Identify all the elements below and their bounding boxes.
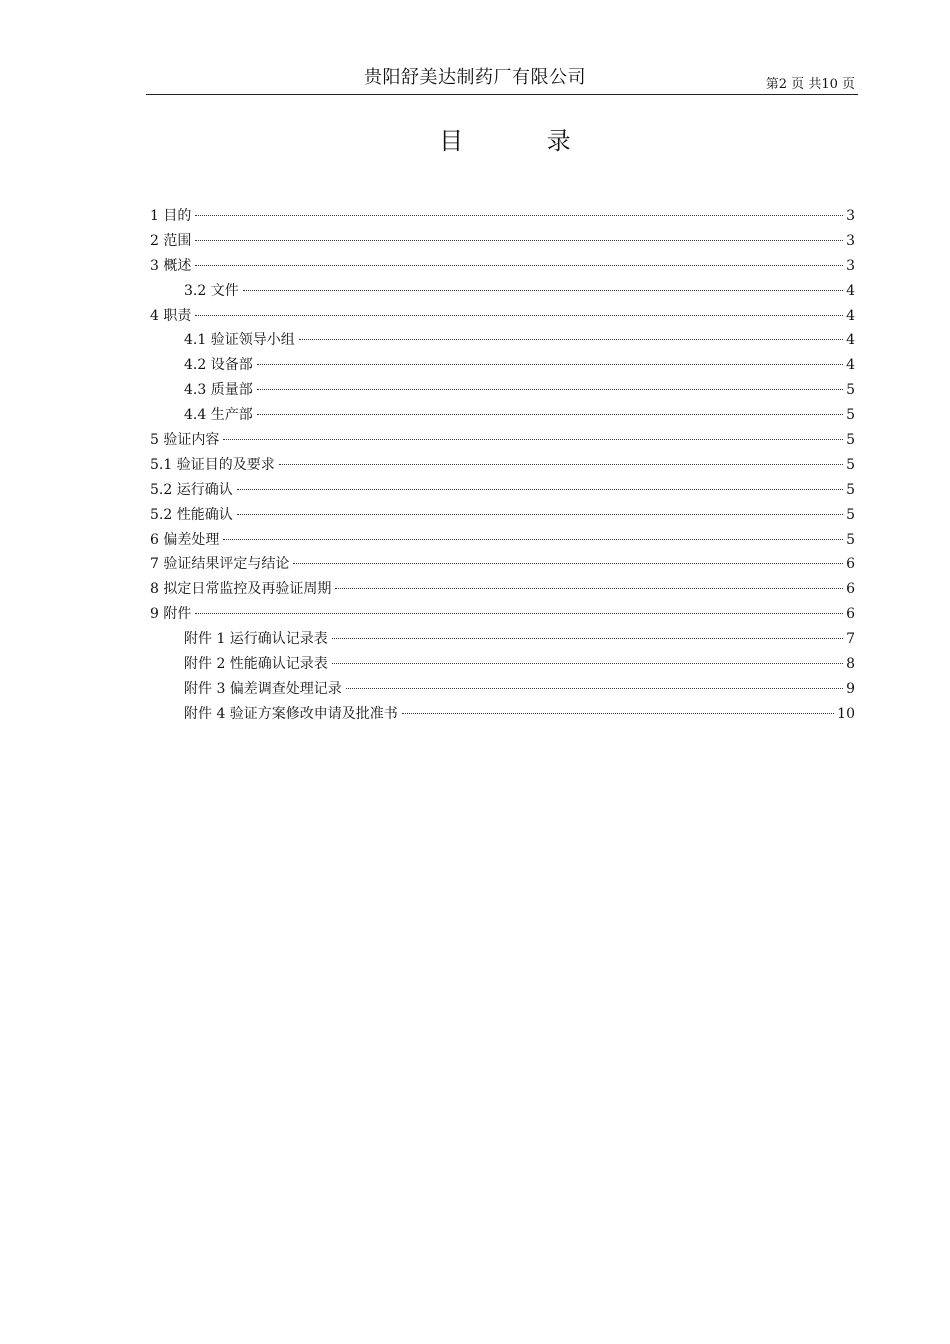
toc-entry-label: 3 概述 <box>150 257 192 274</box>
toc-entry[interactable] <box>150 677 855 702</box>
toc-entry[interactable] <box>150 403 855 428</box>
toc-entry-page-number: 4 <box>846 307 855 324</box>
toc-entry[interactable] <box>150 453 855 478</box>
toc-entry[interactable] <box>150 602 855 627</box>
toc-entry[interactable] <box>150 478 855 503</box>
toc-entry-label: 5.2 性能确认 <box>150 506 233 523</box>
toc-entry-label: 附件 3 偏差调查处理记录 <box>184 680 342 697</box>
toc-entry[interactable] <box>150 702 855 727</box>
toc-entry[interactable] <box>150 304 855 329</box>
toc-entry-label: 5 验证内容 <box>150 432 220 449</box>
toc-entry-label: 2 范围 <box>150 232 192 249</box>
toc-dot-leader <box>195 613 843 614</box>
toc-entry[interactable] <box>150 229 855 254</box>
toc-entry[interactable] <box>150 627 855 652</box>
toc-dot-leader <box>293 563 843 564</box>
toc-entry-label: 4.3 质量部 <box>184 382 253 399</box>
toc-entry-page-number: 10 <box>837 705 855 722</box>
toc-entry-page-number: 4 <box>846 332 855 349</box>
toc-entry-label: 5.1 验证目的及要求 <box>150 456 275 473</box>
toc-entry-page-number: 3 <box>846 257 855 274</box>
toc-dot-leader <box>402 713 834 714</box>
toc-entry-label: 1 目的 <box>150 208 192 224</box>
toc-entry[interactable] <box>150 577 855 602</box>
toc-entry-label: 9 附件 <box>150 606 192 623</box>
toc-entry[interactable] <box>150 378 855 403</box>
toc-dot-leader <box>335 588 843 589</box>
toc-entry-page-number: 6 <box>846 606 855 623</box>
toc-entry-label: 4.1 验证领导小组 <box>184 332 295 349</box>
toc-entry[interactable] <box>150 353 855 378</box>
toc-entry-page-number: 3 <box>846 232 855 249</box>
toc-dot-leader <box>223 539 843 540</box>
toc-entry[interactable] <box>150 254 855 279</box>
toc-entry-page-number: 4 <box>846 357 855 374</box>
toc-dot-leader <box>332 638 843 639</box>
toc-entry-page-number: 4 <box>846 282 855 299</box>
toc-dot-leader <box>195 240 843 241</box>
toc-entry-page-number: 5 <box>846 531 855 548</box>
toc-entry-label: 4.2 设备部 <box>184 357 253 374</box>
toc-entry-label: 8 拟定日常监控及再验证周期 <box>150 581 332 598</box>
toc-entry-label: 5.2 运行确认 <box>150 481 233 498</box>
toc-entry[interactable] <box>150 503 855 528</box>
toc-dot-leader <box>195 265 843 266</box>
toc-entry[interactable] <box>150 528 855 553</box>
toc-entry-page-number: 5 <box>846 506 855 523</box>
toc-dot-leader <box>195 215 843 216</box>
toc-entry-label: 7 验证结果评定与结论 <box>150 556 290 573</box>
toc-dot-leader <box>332 663 843 664</box>
toc-entry-label: 4 职责 <box>150 307 192 324</box>
toc-dot-leader <box>299 339 843 340</box>
toc-entry-page-number: 3 <box>846 208 855 224</box>
toc-dot-leader <box>243 290 843 291</box>
toc-dot-leader <box>257 414 843 415</box>
toc-entry-page-number: 9 <box>846 680 855 697</box>
toc-entry-label: 4.4 生产部 <box>184 407 253 424</box>
toc-entry[interactable] <box>150 652 855 677</box>
toc-entry[interactable] <box>150 552 855 577</box>
toc-entry[interactable] <box>150 204 855 229</box>
toc-title: 目 录 <box>439 127 609 155</box>
toc-dot-leader <box>346 688 843 689</box>
toc-dot-leader <box>257 364 843 365</box>
toc-entry-page-number: 5 <box>846 481 855 498</box>
toc-entry-page-number: 5 <box>846 382 855 399</box>
toc-entry-page-number: 5 <box>846 456 855 473</box>
toc-entry-label: 6 偏差处理 <box>150 531 220 548</box>
toc-entry-label: 3.2 文件 <box>184 282 239 299</box>
toc-dot-leader <box>279 464 843 465</box>
toc-entry-page-number: 7 <box>846 631 855 648</box>
toc-dot-leader <box>223 439 843 440</box>
toc-dot-leader <box>237 514 843 515</box>
toc-entry-page-number: 6 <box>846 556 855 573</box>
toc-dot-leader <box>195 315 843 316</box>
toc-entry-page-number: 8 <box>846 656 855 673</box>
header-page-info: 第2 页 共10 页 <box>765 77 855 92</box>
toc-entry-label: 附件 1 运行确认记录表 <box>184 631 328 648</box>
toc-entry[interactable] <box>150 328 855 353</box>
toc-entry-page-number: 5 <box>846 407 855 424</box>
toc-entry[interactable] <box>150 279 855 304</box>
header-company-name: 贵阳舒美达制药厂有限公司 <box>364 67 586 88</box>
toc-entry[interactable] <box>150 428 855 453</box>
toc-entry-page-number: 6 <box>846 581 855 598</box>
toc-entry-label: 附件 2 性能确认记录表 <box>184 656 328 673</box>
toc-entry-label: 附件 4 验证方案修改申请及批准书 <box>184 705 398 722</box>
header-divider <box>146 94 858 95</box>
table-of-contents <box>150 204 855 727</box>
toc-dot-leader <box>257 389 843 390</box>
toc-dot-leader <box>237 489 843 490</box>
toc-entry-page-number: 5 <box>846 432 855 449</box>
